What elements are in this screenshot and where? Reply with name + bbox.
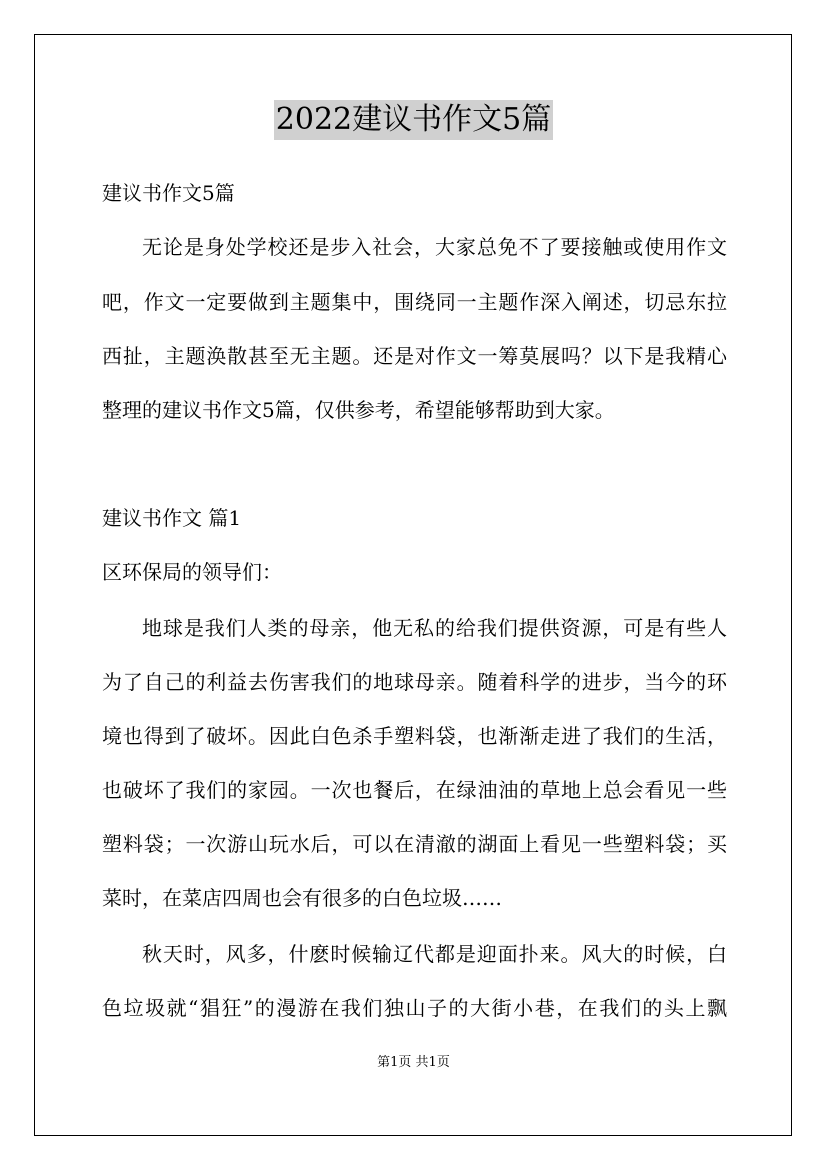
paragraph2-line-2: 色垃圾就“猖狂”的漫游在我们独山子的大街小巷，在我们的头上飘	[102, 996, 727, 1020]
salutation: 区环保局的领导们：	[102, 560, 282, 584]
page-number: 第1页 共1页	[377, 1055, 450, 1070]
paragraph1-line-6: 菜时，在菜店四周也会有很多的白色垃圾……	[102, 886, 502, 910]
section-heading: 建议书作文 篇1	[102, 506, 242, 530]
paragraph1-line-4: 也破坏了我们的家园。一次也餐后，在绿油油的草地上总会看见一些	[102, 778, 727, 802]
paragraph1-line-3: 境也得到了破坏。因此白色杀手塑料袋，也渐渐走进了我们的生活，	[102, 724, 727, 748]
intro-line-4: 整理的建议书作文5篇，仅供参考，希望能够帮助到大家。	[102, 398, 615, 422]
paragraph2-line-1: 秋天时，风多，什麽时候输辽代都是迎面扑来。风大的时候，白	[142, 942, 727, 966]
document-title: 2022建议书作文5篇	[274, 100, 553, 140]
title-block	[0, 100, 827, 140]
page-footer	[0, 1055, 827, 1071]
paragraph1-line-5: 塑料袋；一次游山玩水后，可以在清澈的湖面上看见一些塑料袋；买	[102, 832, 727, 856]
intro-line-2: 吧，作文一定要做到主题集中，围绕同一主题作深入阐述，切忌东拉	[102, 290, 727, 314]
paragraph1-line-2: 为了自己的利益去伤害我们的地球母亲。随着科学的进步，当今的环	[102, 670, 727, 694]
document-subtitle: 建议书作文5篇	[102, 181, 235, 205]
intro-line-1: 无论是身处学校还是步入社会，大家总免不了要接触或使用作文	[142, 235, 727, 259]
intro-line-3: 西扯，主题涣散甚至无主题。还是对作文一筹莫展吗？以下是我精心	[102, 344, 727, 368]
paragraph1-line-1: 地球是我们人类的母亲，他无私的给我们提供资源，可是有些人	[142, 616, 727, 640]
